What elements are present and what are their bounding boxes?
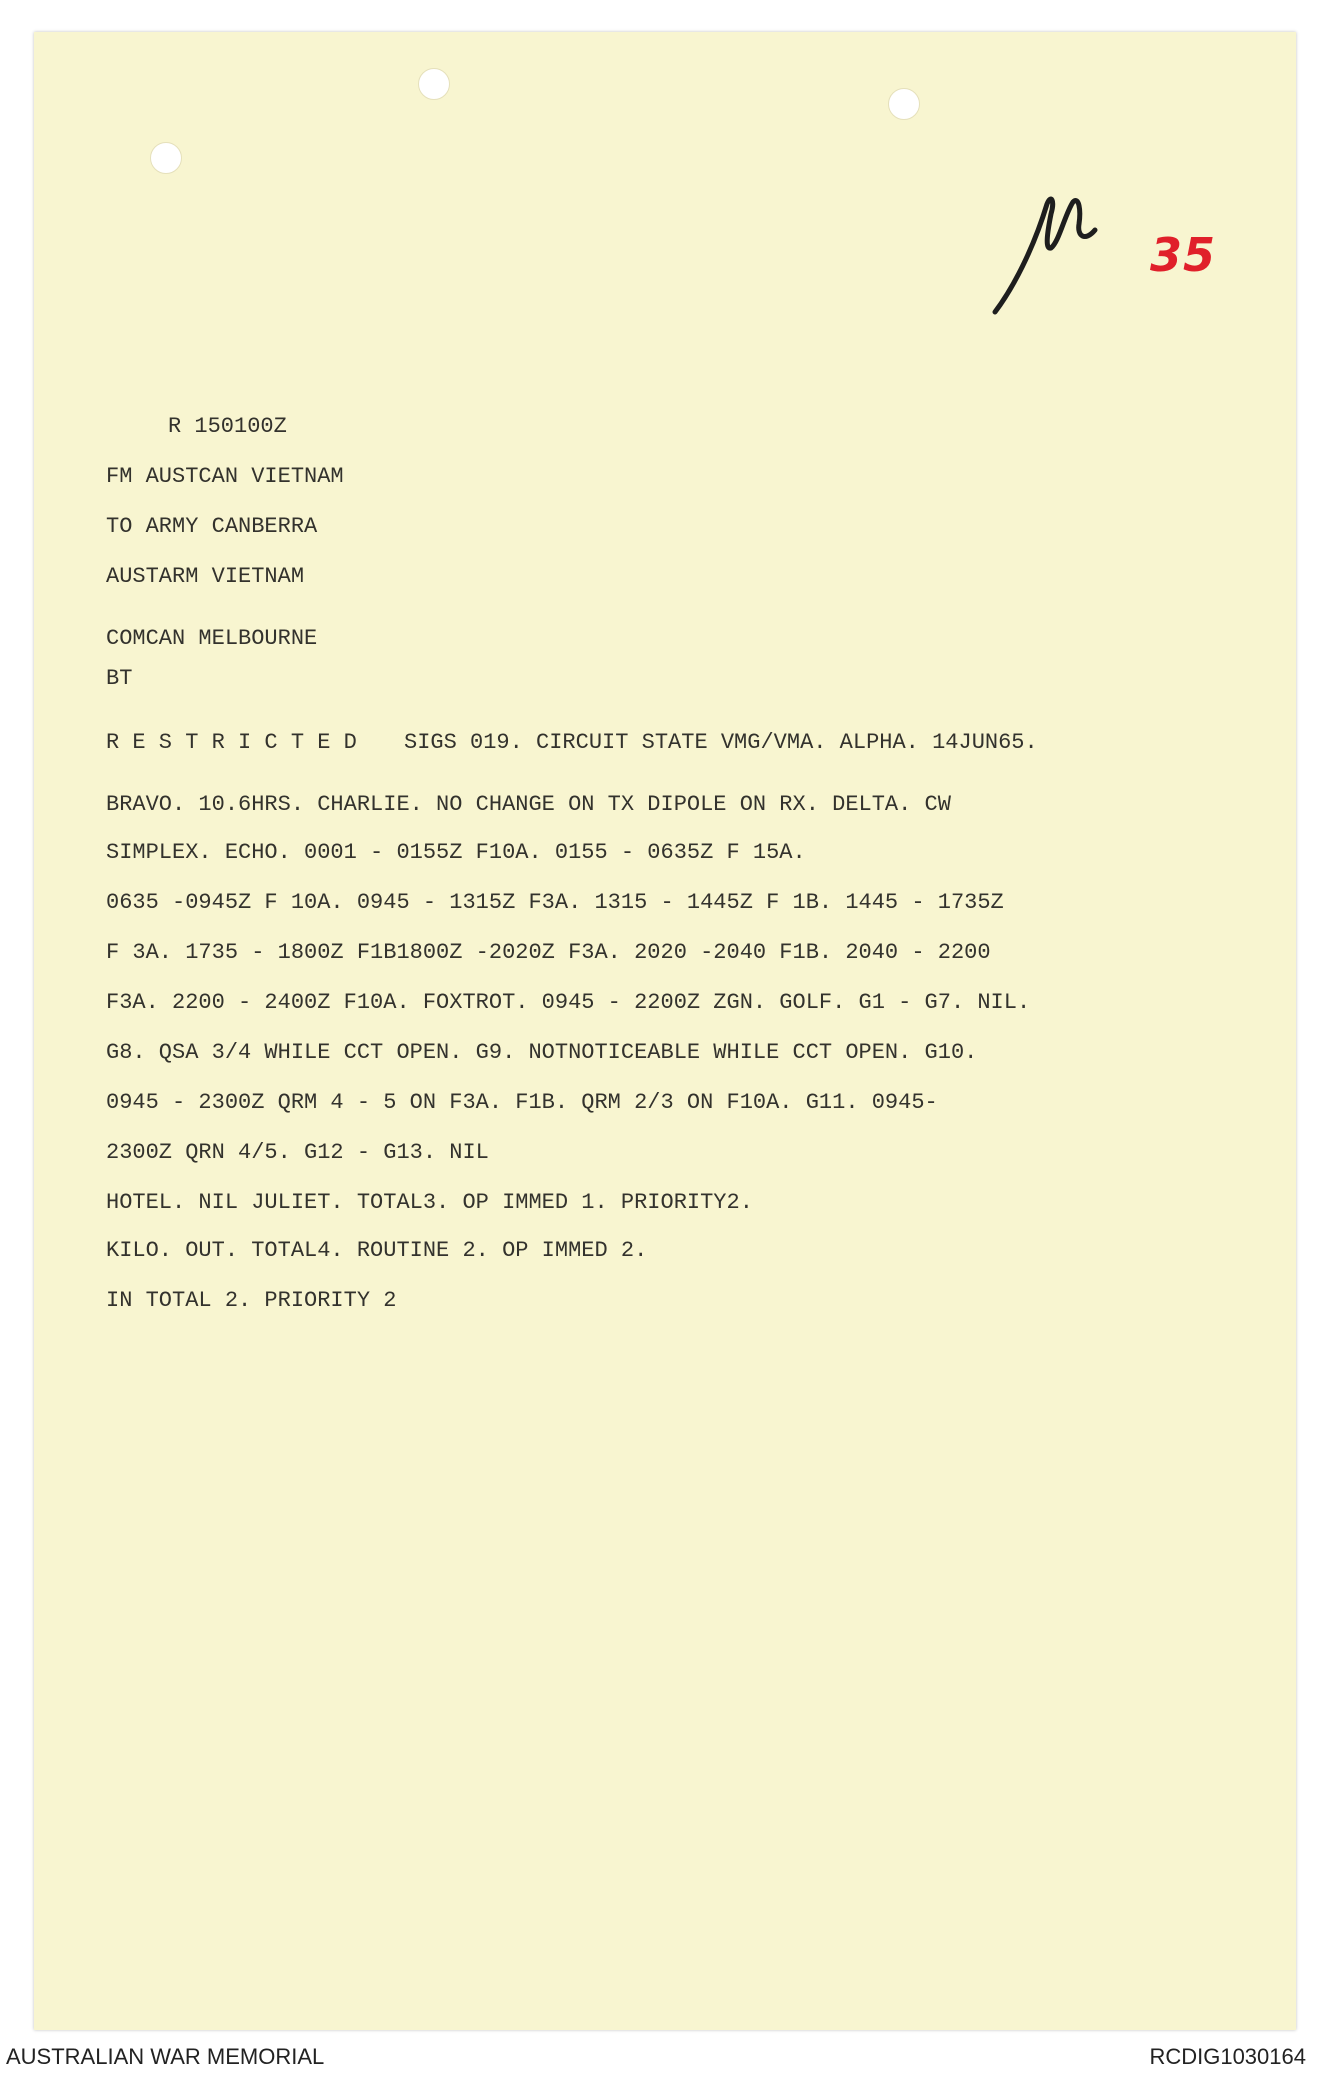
punch-hole bbox=[418, 68, 450, 100]
from-line: FM AUSTCAN VIETNAM bbox=[106, 464, 344, 489]
to-line-2: AUSTARM VIETNAM bbox=[106, 564, 305, 589]
routing-line: R 150100Z bbox=[168, 414, 287, 439]
body-line: 0945 - 2300Z QRM 4 - 5 ON F3A. F1B. QRM 2/3 ON F10A. G11. 0945- bbox=[106, 1090, 938, 1115]
to-line: TO ARMY CANBERRA bbox=[106, 514, 318, 539]
body-line: SIGS 019. CIRCUIT STATE VMG/VMA. ALPHA. 14JUN65. bbox=[404, 730, 1038, 755]
punch-hole bbox=[150, 142, 182, 174]
page-number: 35 bbox=[1150, 228, 1217, 282]
body-line: SIMPLEX. ECHO. 0001 - 0155Z F10A. 0155 - 0635Z F 15A. bbox=[106, 840, 806, 865]
body-line: G8. QSA 3/4 WHILE CCT OPEN. G9. NOTNOTICEABLE WHILE CCT OPEN. G10. bbox=[106, 1040, 978, 1065]
punch-hole bbox=[888, 88, 920, 120]
body-line: 2300Z QRN 4/5. G12 - G13. NIL bbox=[106, 1140, 489, 1165]
document-sheet bbox=[34, 32, 1296, 2030]
classification-label: R E S T R I C T E D bbox=[106, 730, 357, 755]
break-line: BT bbox=[106, 666, 133, 691]
body-line: 0635 -0945Z F 10A. 0945 - 1315Z F3A. 1315 - 1445Z F 1B. 1445 - 1735Z bbox=[106, 890, 1004, 915]
body-line: IN TOTAL 2. PRIORITY 2 bbox=[106, 1288, 397, 1313]
footer-catalog-id: RCDIG1030164 bbox=[1149, 2044, 1306, 2069]
handwritten-initial-mark bbox=[985, 170, 1145, 320]
body-line: HOTEL. NIL JULIET. TOTAL3. OP IMMED 1. PRIORITY2. bbox=[106, 1190, 753, 1215]
to-line-3: COMCAN MELBOURNE bbox=[106, 626, 318, 651]
body-line: F 3A. 1735 - 1800Z F1B1800Z -2020Z F3A. 2020 -2040 F1B. 2040 - 2200 bbox=[106, 940, 991, 965]
body-line: F3A. 2200 - 2400Z F10A. FOXTROT. 0945 - 2200Z ZGN. GOLF. G1 - G7. NIL. bbox=[106, 990, 1031, 1015]
body-line: BRAVO. 10.6HRS. CHARLIE. NO CHANGE ON TX DIPOLE ON RX. DELTA. CW bbox=[106, 792, 951, 817]
body-line: KILO. OUT. TOTAL4. ROUTINE 2. OP IMMED 2. bbox=[106, 1238, 648, 1263]
footer-credit: AUSTRALIAN WAR MEMORIAL bbox=[6, 2044, 325, 2069]
